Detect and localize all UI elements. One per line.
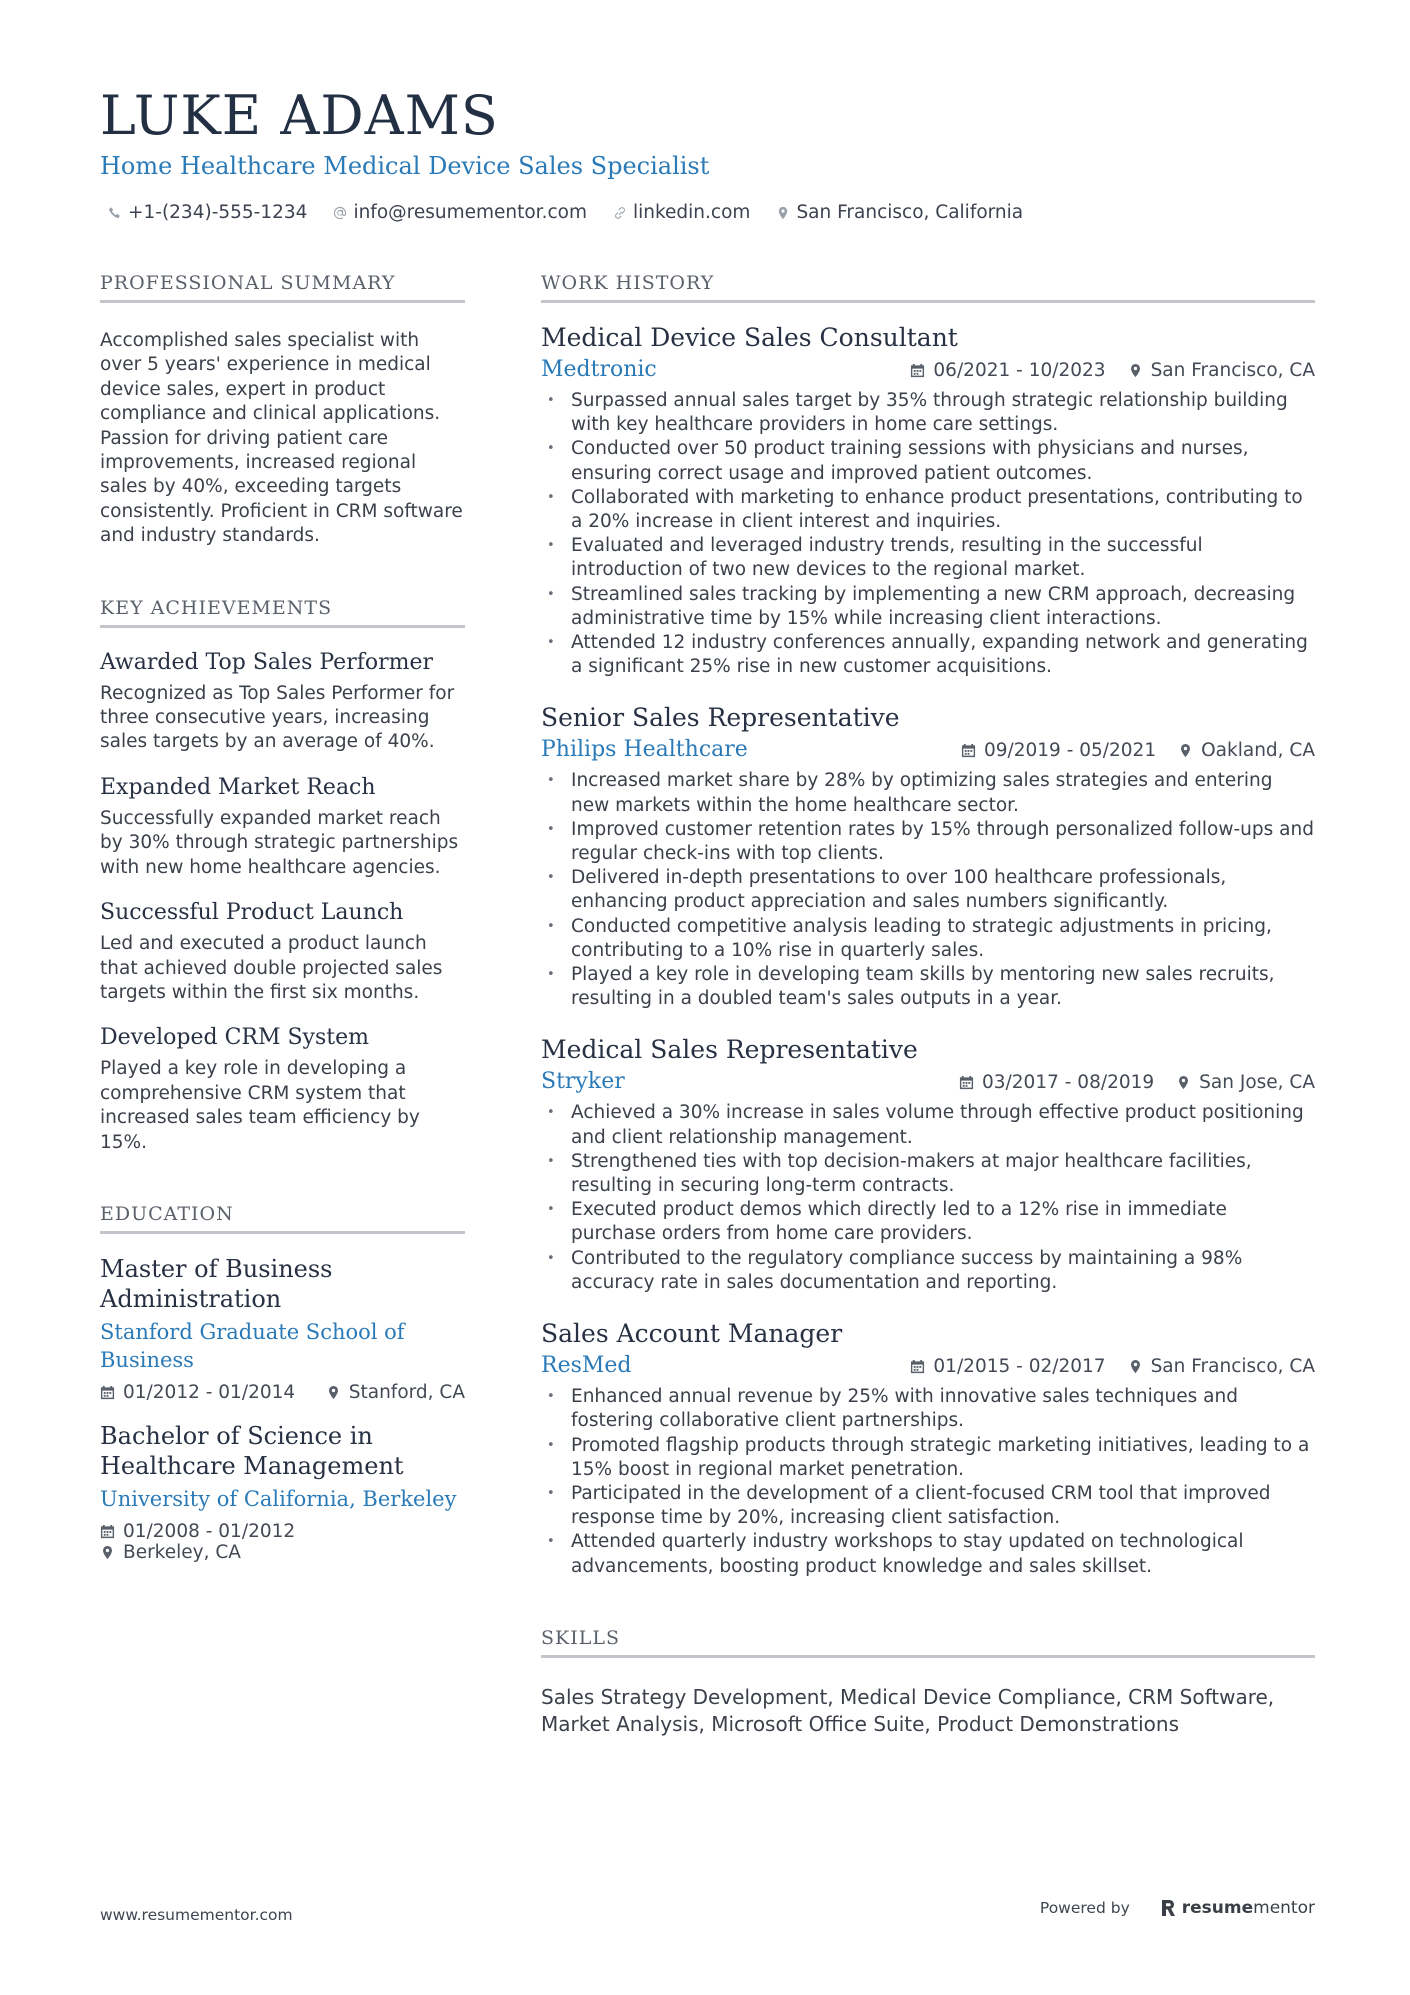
achievement-item [100, 898, 465, 1005]
achievement-title: Expanded Market Reach [100, 774, 376, 800]
job-location-text: San Francisco, CA [1150, 1355, 1315, 1377]
powered-by-label: Powered by [1039, 1899, 1130, 1917]
job-title: Medical Sales Representative [541, 1035, 918, 1065]
bullet-item: • Delivered in-depth presentations to over 100 healthcare professionals, enhancing product appreciation and sales numbers significantly. [541, 866, 1315, 914]
job-location-text: San Francisco, CA [1150, 359, 1315, 381]
location-text: San Francisco, California [796, 202, 1024, 223]
job-dates [961, 740, 1156, 761]
bullet-item: • Evaluated and leveraged industry trends, resulting in the successful introduction of two new devices to the regional market. [541, 534, 1315, 582]
job-entry [541, 701, 1315, 1011]
at-icon [333, 206, 347, 220]
job-dates-text: 01/2015 - 02/2017 [933, 1355, 1106, 1377]
education-section [100, 1201, 465, 1563]
job-bullets [541, 1101, 1315, 1295]
education-dates [100, 1521, 295, 1542]
location-pin-icon [100, 1545, 115, 1560]
brand-rest-text: mentor [1253, 1898, 1315, 1918]
education-dates-text: 01/2012 - 01/2014 [123, 1381, 296, 1403]
education-item [100, 1254, 465, 1403]
phone-number: +1-(234)-555-1234 [128, 202, 308, 223]
job-bullets [541, 769, 1315, 1011]
job-meta-group [961, 740, 1315, 761]
brand-bold-text: resume [1181, 1898, 1254, 1918]
achievement-title: Successful Product Launch [100, 900, 404, 926]
achievement-title: Developed CRM System [100, 1025, 369, 1051]
contact-location [776, 198, 1023, 228]
company-name: Philips Healthcare [541, 737, 748, 763]
location-pin-icon [1176, 1075, 1191, 1090]
email-address: info@resumementor.com [353, 202, 587, 223]
education-location [326, 1382, 465, 1403]
location-pin-icon [1178, 743, 1193, 758]
job-dates [959, 1072, 1154, 1093]
job-dates [910, 360, 1105, 381]
education-location-text: Berkeley, CA [123, 1541, 241, 1563]
job-meta-group [910, 360, 1315, 381]
achievement-item [100, 773, 465, 880]
left-column [100, 270, 465, 1563]
job-location [1176, 1072, 1315, 1093]
job-meta [541, 1067, 1315, 1097]
skills-text: Sales Strategy Development, Medical Device Compliance, CRM Software, Market Analysis, Microsoft Office Suite, Product Demonstrations [541, 1684, 1275, 1736]
summary-heading: PROFESSIONAL SUMMARY [100, 270, 465, 303]
bullet-item: • Enhanced annual revenue by 25% with innovative sales techniques and fostering collaborative client partnerships. [541, 1385, 1315, 1433]
summary-section [100, 270, 465, 549]
job-entry [541, 1033, 1315, 1295]
achievements-section [100, 595, 465, 1155]
job-bullets [541, 389, 1315, 679]
location-pin-icon [1128, 363, 1143, 378]
education-meta-group [100, 1382, 295, 1403]
bullet-item: • Improved customer retention rates by 15% through personalized follow-ups and regular check-ins with top clients. [541, 818, 1315, 866]
bullet-item: • Achieved a 30% increase in sales volume through effective product positioning and client relationship management. [541, 1101, 1315, 1149]
education-heading: EDUCATION [100, 1201, 465, 1234]
calendar-icon [910, 363, 925, 378]
achievement-item [100, 648, 465, 755]
job-meta [541, 1351, 1315, 1381]
education-location-group [100, 1542, 465, 1563]
achievement-title: Awarded Top Sales Performer [100, 649, 434, 675]
education-meta-group [100, 1521, 465, 1542]
work-heading: WORK HISTORY [541, 270, 1315, 303]
footer-brand [1040, 1898, 1315, 1918]
job-meta-group [910, 1356, 1315, 1377]
job-title: Senior Sales Representative [541, 703, 900, 733]
brand-logo[interactable] [1160, 1898, 1315, 1918]
job-location-text: San Jose, CA [1199, 1071, 1315, 1093]
job-dates-text: 06/2021 - 10/2023 [933, 359, 1106, 381]
contact-linkedin [613, 198, 750, 228]
job-dates-text: 03/2017 - 08/2019 [982, 1071, 1155, 1093]
job-entry [541, 1317, 1315, 1579]
phone-icon [108, 206, 122, 220]
contact-phone [108, 198, 307, 228]
job-bullets [541, 1385, 1315, 1579]
achievement-text: Led and executed a product launch that achieved double projected sales targets within the first six months. [100, 933, 443, 1003]
job-location [1178, 740, 1315, 761]
bullet-item: • Attended 12 industry conferences annually, expanding network and generating a significant 25% rise in new customer acquisitions. [541, 631, 1315, 679]
achievement-text: Played a key role in developing a comprehensive CRM system that increased sales team efficiency by 15%. [100, 1058, 420, 1153]
candidate-name: LUKE ADAMS [100, 84, 499, 147]
job-meta-group [959, 1072, 1315, 1093]
right-column [541, 270, 1315, 1738]
bullet-item: • Played a key role in developing team skills by mentoring new sales recruits, resulting in a doubled team's sales outputs in a year. [541, 963, 1315, 1011]
education-dates-text: 01/2008 - 01/2012 [123, 1520, 296, 1542]
contact-email [333, 198, 587, 228]
bullet-item: • Contributed to the regulatory compliance success by maintaining a 98% accuracy rate in sales documentation and reporting. [541, 1247, 1315, 1295]
company-name: Medtronic [541, 357, 657, 382]
school-name: Stanford Graduate School of Business [100, 1319, 405, 1372]
footer-website[interactable]: www.resumementor.com [100, 1906, 293, 1924]
calendar-icon [100, 1524, 115, 1539]
summary-text: Accomplished sales specialist with over 5 years' experience in medical device sales, expert in product compliance and clinical applications. Passion for driving patient care improvements, increased regional sales by 40%, exceeding targets consistently. Proficient in CRM software and industry standards. [100, 330, 463, 547]
education-item [100, 1421, 465, 1563]
job-location [1128, 1356, 1315, 1377]
bullet-item: • Conducted over 50 product training sessions with physicians and nurses, ensuring correct usage and improved patient outcomes. [541, 437, 1315, 485]
job-dates [910, 1356, 1105, 1377]
work-section [541, 270, 1315, 1579]
bullet-item: • Promoted flagship products through strategic marketing initiatives, leading to a 15% boost in regional market penetration. [541, 1434, 1315, 1482]
job-meta [541, 735, 1315, 765]
school-name: University of California, Berkeley [100, 1486, 457, 1511]
bullet-item: • Participated in the development of a client-focused CRM tool that improved response time by 20%, increasing client satisfaction. [541, 1482, 1315, 1530]
company-name: Stryker [541, 1069, 625, 1095]
bullet-item: • Executed product demos which directly led to a 12% rise in immediate purchase orders from home care providers. [541, 1198, 1315, 1246]
achievement-item [100, 1023, 465, 1155]
education-meta [100, 1521, 465, 1563]
location-pin-icon [776, 206, 790, 220]
candidate-headline: Home Healthcare Medical Device Sales Specialist [100, 152, 710, 180]
bullet-item: • Increased market share by 28% by optimizing sales strategies and entering new markets within the home healthcare sector. [541, 769, 1315, 817]
contact-bar [108, 198, 1023, 228]
location-pin-icon [326, 1385, 341, 1400]
job-title: Sales Account Manager [541, 1319, 843, 1349]
job-title: Medical Device Sales Consultant [541, 323, 958, 352]
location-pin-icon [1128, 1359, 1143, 1374]
education-meta [100, 1382, 465, 1403]
education-location [100, 1542, 241, 1563]
skills-heading: SKILLS [541, 1625, 1315, 1658]
degree-title: Bachelor of Science in Healthcare Management [100, 1421, 404, 1480]
achievement-text: Recognized as Top Sales Performer for three consecutive years, increasing sales targets by an average of 40%. [100, 682, 455, 753]
resumementor-logo-icon [1160, 1899, 1176, 1917]
education-dates [100, 1382, 295, 1403]
job-location [1128, 360, 1315, 381]
achievement-text: Successfully expanded market reach by 30% through strategic partnerships with new home healthcare agencies. [100, 807, 459, 878]
job-dates-text: 09/2019 - 05/2021 [983, 739, 1157, 761]
bullet-item: • Collaborated with marketing to enhance product presentations, contributing to a 20% increase in client interest and inquiries. [541, 486, 1315, 534]
calendar-icon [961, 743, 976, 758]
achievements-heading: KEY ACHIEVEMENTS [100, 595, 465, 628]
bullet-item: • Streamlined sales tracking by implementing a new CRM approach, decreasing administrative time by 15% while increasing client interactions. [541, 583, 1315, 631]
calendar-icon [959, 1075, 974, 1090]
company-name: ResMed [541, 1353, 632, 1379]
linkedin-url: linkedin.com [632, 202, 751, 223]
skills-section [541, 1625, 1315, 1738]
calendar-icon [100, 1385, 115, 1400]
bullet-item: • Surpassed annual sales target by 35% through strategic relationship building with key healthcare providers in home care settings. [541, 389, 1315, 437]
education-location-group [326, 1382, 465, 1403]
job-location-text: Oakland, CA [1201, 739, 1315, 761]
bullet-item: • Strengthened ties with top decision-makers at major healthcare facilities, resulting in securing long-term contracts. [541, 1150, 1315, 1198]
calendar-icon [910, 1359, 925, 1374]
bullet-item: • Conducted competitive analysis leading to strategic adjustments in pricing, contributing to a 10% rise in quarterly sales. [541, 915, 1315, 963]
job-meta [541, 355, 1315, 385]
degree-title: Master of Business Administration [100, 1254, 333, 1313]
education-location-text: Stanford, CA [348, 1381, 465, 1403]
job-entry [541, 321, 1315, 679]
bullet-item: • Attended quarterly industry workshops to stay updated on technological advancements, boosting product knowledge and sales skillset. [541, 1530, 1315, 1578]
link-icon [613, 206, 627, 220]
